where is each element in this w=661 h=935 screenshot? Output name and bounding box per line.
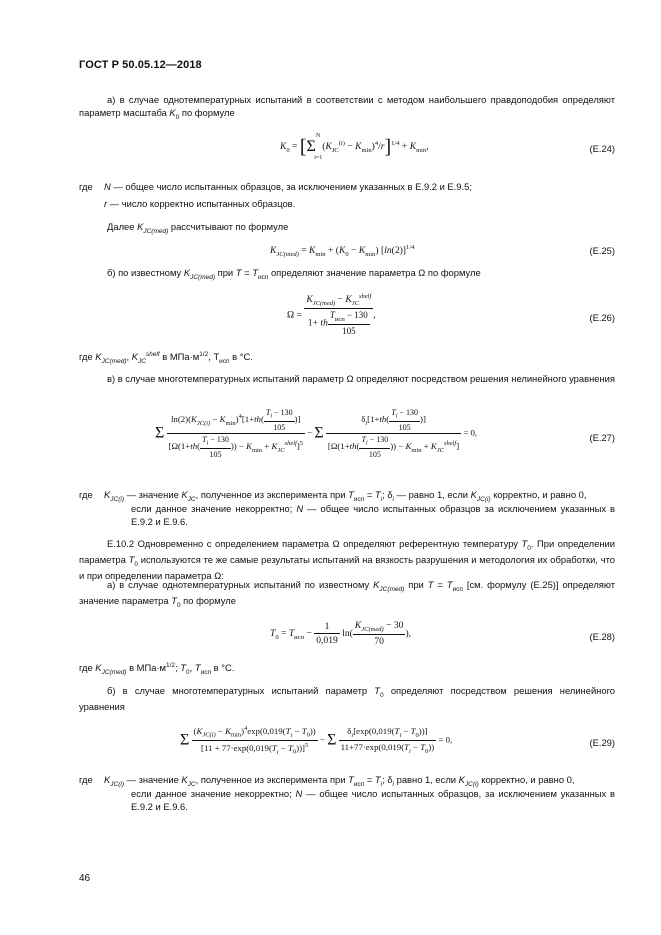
paragraph-a-intro: а) в случае однотемпературных испытаний в соответствии с методом наибольшего правдоподобия определяют параметр масштаба $K_0$ по формуле [79,94,615,122]
paragraph-a-t0: а) в случае однотемпературных испытаний по известному $K_{JC(med)}$ при $T = T_{исп}$ [см. формулу (Е.25)] определяют значение параметра $T_0$ по формуле [79,579,615,609]
paragraph-kjc-med: Далее $K_{JC(med)}$ рассчитывают по формуле [107,221,289,235]
equation-number-e25: (Е.25) [589,245,615,256]
equation-number-e27: (Е.27) [589,432,615,443]
definition-kjc-i-2-continued: если данное значение некорректно; N — общее число испытанных образцов, за исключением указанных в Е.9.2 и Е.9.6. [131,788,615,813]
formula-e28: $T_0 = T_{исп}$ − $\frac{1}{0,019}$ ln( $\frac{K_{JC(med)} - 30}{70}$ ), [270,620,412,648]
paragraph-e10-2: Е.10.2 Одновременно с определением параметра Ω определяют референтную температуру $T_0$. При определении параметра $T_0$ используются те же самые результаты испытаний на вязкость разрушения и методология их обработки, что и при определении параметра Ω: [79,538,615,582]
formula-e25: $K_{JC(med)} = K_{min} + (K_0 - K_{min})$ $[\ln(2)]^{1/4}$ [270,244,415,259]
where-label: где [79,489,93,500]
where-label: где [79,774,93,785]
formula-e26: Ω = $K_{JC(med)} - K_{JC}^{shelf}$ 1+ th $\frac{T_{исп} - 130}{105}$ , [287,293,376,337]
formula-e24: $K_0 = [\Sigma^N_{i=1}(K_{JC}^{(i)} - K_{min})^4/r]^{1/4} + K_{min}$, [280,133,429,161]
paragraph-b-omega: б) по известному $K_{JC(med)}$ при $T = T_{исп}$ определяют значение параметра Ω по формуле [107,267,481,281]
definition-n: N — общее число испытанных образцов, за исключением указанных в Е.9.2 и Е.9.5; [104,181,472,192]
equation-number-e24: (Е.24) [589,143,615,154]
units-note-2: где $K_{JC(med)}$ в $МПа\cdot м^{1/2}$; $T_0$, $T_{исп}$ в °C. [79,662,235,676]
formula-e29: Σ $\frac{(K_{JC(i)} - K_{min})^4\exp(0,019(T_i - T_0))}{[11 + 77\cdot\exp(0,019(T_i - T_0))]^5}$ − Σ $\frac{\delta_i[\exp(0,019(T_i - T_0))]}{11+77\cdot\exp(0,019(T_i - T_0))}$ = 0, [180,725,453,756]
paragraph-v-nonlinear: в) в случае многотемпературных испытаний параметр Ω определяют посредством решения нелинейного уравнения [107,373,615,384]
units-note-1: где $K_{JC(med)}$, $K_{JC}^{shelf}$ в $МПа\cdot м^{1/2}$, $T_{исп}$ в °C. [79,351,253,365]
equation-number-e28: (Е.28) [589,631,615,642]
equation-number-e29: (Е.29) [589,737,615,748]
formula-e27: Σ $\ln(2)(K_{JC(i)} - K_{min})^4[1+th$( $\frac{T_i - 130}{105}$ )] [Ω(1+th( $\frac{T_i - 130}{105}$ )) − $K_{min} + K_{JC}^{shelf}]^5$ − Σ $\delta_i[1+th$( $\frac{T_i - 130}{105}$ )] [Ω(1+th( $\frac{T_i - 130}{105}$ )) − $K_{min} + K_{JC}^{shelf}$] = 0, [155,408,478,459]
where-label: где [79,181,93,192]
definition-kjc-i-continued: если данное значение некорректно; N — общее число испытанных образцов за исключением указанных в Е.9.2 и Е.9.6. [131,503,616,528]
definition-r: r — число корректно испытанных образцов. [104,198,296,209]
definition-kjc-i: $K_{JC(i)}$ — значение $K_{JC}$, полученное из эксперимента при $T_{исп} = T_i$; $\delta_i$ — равно 1, если $K_{JC(i)}$ корректно, и равно 0, [104,489,587,503]
paragraph-b-t0-nonlinear: б) в случае многотемпературных испытаний параметр $T_0$ определяют посредством решения нелинейного уравнения [79,685,615,713]
page-number: 46 [79,873,91,884]
definition-kjc-i-2: $K_{JC(i)}$ — значение $K_{JC}$, полученное из эксперимента при $T_{исп} = T_i$; $\delta_i$ равно 1, если $K_{JC(i)}$ корректно, и равно 0, [104,774,575,788]
equation-number-e26: (Е.26) [589,312,615,323]
document-header: ГОСТ Р 50.05.12—2018 [79,59,202,71]
